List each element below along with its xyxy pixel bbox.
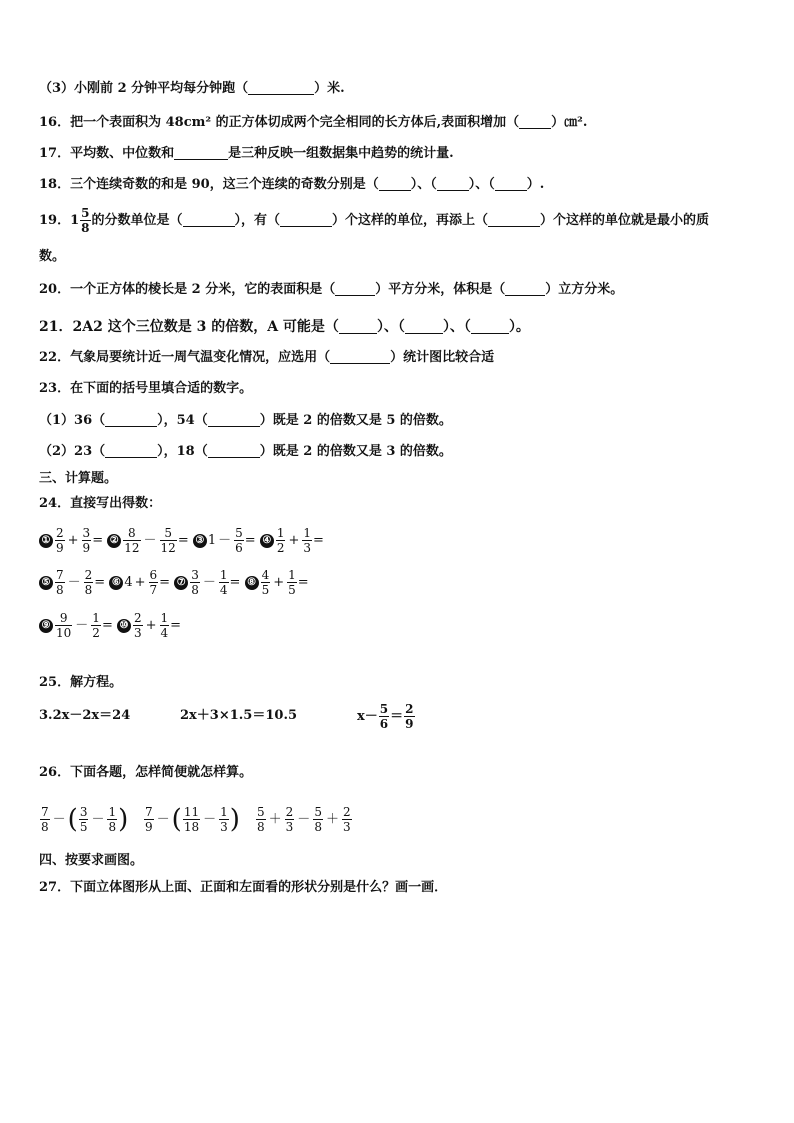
answer-blank[interactable] — [379, 176, 411, 191]
item-3-label: ③ — [193, 534, 207, 548]
answer-blank[interactable] — [488, 212, 540, 227]
item-2-label: ② — [107, 534, 121, 548]
question-26-title: 26．下面各题，怎样简便就怎样算。 — [39, 765, 253, 780]
answer-blank[interactable] — [495, 176, 527, 191]
equation-1: 3.2x－2x＝24 — [39, 708, 131, 723]
answer-blank[interactable] — [471, 319, 509, 334]
question-20: 20．一个正方体的棱长是 2 分米，它的表面积是（ ）平方分米，体积是（ ）立方分米。 — [39, 282, 624, 297]
answer-blank[interactable] — [248, 80, 314, 95]
answer-blank[interactable] — [335, 281, 375, 296]
item-6-label: ⑥ — [109, 576, 123, 590]
section-4-heading: 四、按要求画图。 — [39, 853, 144, 868]
item-10-label: ⑩ — [117, 619, 131, 633]
question-19-continued: 数。 — [39, 249, 66, 264]
q24-row-3: ⑨ $\frac{9}{10}$ － $\frac{1}{2}$ = ⑩ $\frac{2}{3}$ + $\frac{1}{4}$ = — [39, 608, 181, 644]
q26-expr-a: $\frac{7}{8}$ －( $\frac{3}{5}$ － $\frac{1}{8}$ ) — [41, 804, 129, 835]
item-5-label: ⑤ — [39, 576, 53, 590]
question-16: 16．把一个表面积为 48cm² 的正方体切成两个完全相同的长方体后,表面积增加（ ）㎝². — [39, 115, 588, 130]
question-25-title: 25．解方程。 — [39, 675, 123, 690]
q24-row-2: ⑤ $\frac{7}{8}$ － $\frac{2}{8}$ = ⑥ 4 + $\frac{6}{7}$ = ⑦ $\frac{3}{8}$ － $\frac{1}{4}$ = ⑧ $\frac{4}{5}$ + $\frac{1}{5}$ = — [39, 565, 309, 601]
section-3-heading: 三、计算题。 — [39, 471, 118, 486]
item-9-label: ⑨ — [39, 619, 53, 633]
answer-blank[interactable] — [330, 349, 390, 364]
q26-expr-b: $\frac{7}{9}$ －( $\frac{11}{18}$ － $\frac{1}{3}$ ) — [145, 804, 240, 835]
q26-expr-c: $\frac{5}{8}$ ＋ $\frac{2}{3}$ － $\frac{5}{8}$ ＋ $\frac{2}{3}$ — [257, 805, 351, 834]
item-8-label: ⑧ — [245, 576, 259, 590]
answer-blank[interactable] — [405, 319, 443, 334]
mixed-fraction: $\frac{5}{8}$ — [81, 206, 90, 235]
question-21: 21．2A2 这个三位数是 3 的倍数，A 可能是（ ）、（ ）、（ ）。 — [39, 319, 530, 335]
question-24-title: 24．直接写出得数： — [39, 496, 162, 511]
question-22: 22．气象局要统计近一周气温变化情况，应选用（ ）统计图比较合适 — [39, 350, 495, 365]
item-7-label: ⑦ — [174, 576, 188, 590]
question-18: 18．三个连续奇数的和是 90，这三个连续的奇数分别是（ ）、（ ）、（ ）. — [39, 177, 545, 192]
question-15-3: （3）小刚前 2 分钟平均每分钟跑（ ）米. — [39, 81, 345, 96]
question-23-1: （1）36（ ），54（ ）既是 2 的倍数又是 5 的倍数。 — [39, 413, 452, 428]
answer-blank[interactable] — [437, 176, 469, 191]
answer-blank[interactable] — [208, 443, 260, 458]
answer-blank[interactable] — [174, 145, 228, 160]
answer-blank[interactable] — [105, 412, 157, 427]
question-23-2: （2）23（ ），18（ ）既是 2 的倍数又是 3 的倍数。 — [39, 444, 452, 459]
question-17: 17．平均数、中位数和 是三种反映一组数据集中趋势的统计量. — [39, 146, 454, 161]
question-27: 27．下面立体图形从上面、正面和左面看的形状分别是什么？画一画． — [39, 880, 448, 895]
equation-2: 2x＋3×1.5＝10.5 — [180, 708, 298, 723]
answer-blank[interactable] — [339, 319, 377, 334]
question-23-title: 23．在下面的括号里填合适的数字。 — [39, 381, 253, 396]
item-1-label: ① — [39, 534, 53, 548]
item-4-label: ④ — [260, 534, 274, 548]
answer-blank[interactable] — [280, 212, 332, 227]
answer-blank[interactable] — [183, 212, 235, 227]
question-19: 19．1 $\frac{5}{8}$ 的分数单位是（ ），有（ ）个这样的单位，再添上（ ）个这样的单位就是最小的质 — [39, 206, 710, 235]
answer-blank[interactable] — [208, 412, 260, 427]
q24-row-1: ① $\frac{2}{9}$ + $\frac{3}{9}$ = ② $\frac{8}{12}$ － $\frac{5}{12}$ = ③ 1 － $\frac{5}{6}$ = ④ $\frac{1}{2}$ + $\frac{1}{3}$ = — [39, 523, 324, 559]
answer-blank[interactable] — [105, 443, 157, 458]
answer-blank[interactable] — [519, 114, 551, 129]
equation-3: x－ $\frac{5}{6}$ ＝ $\frac{2}{9}$ — [357, 702, 414, 731]
answer-blank[interactable] — [505, 281, 545, 296]
